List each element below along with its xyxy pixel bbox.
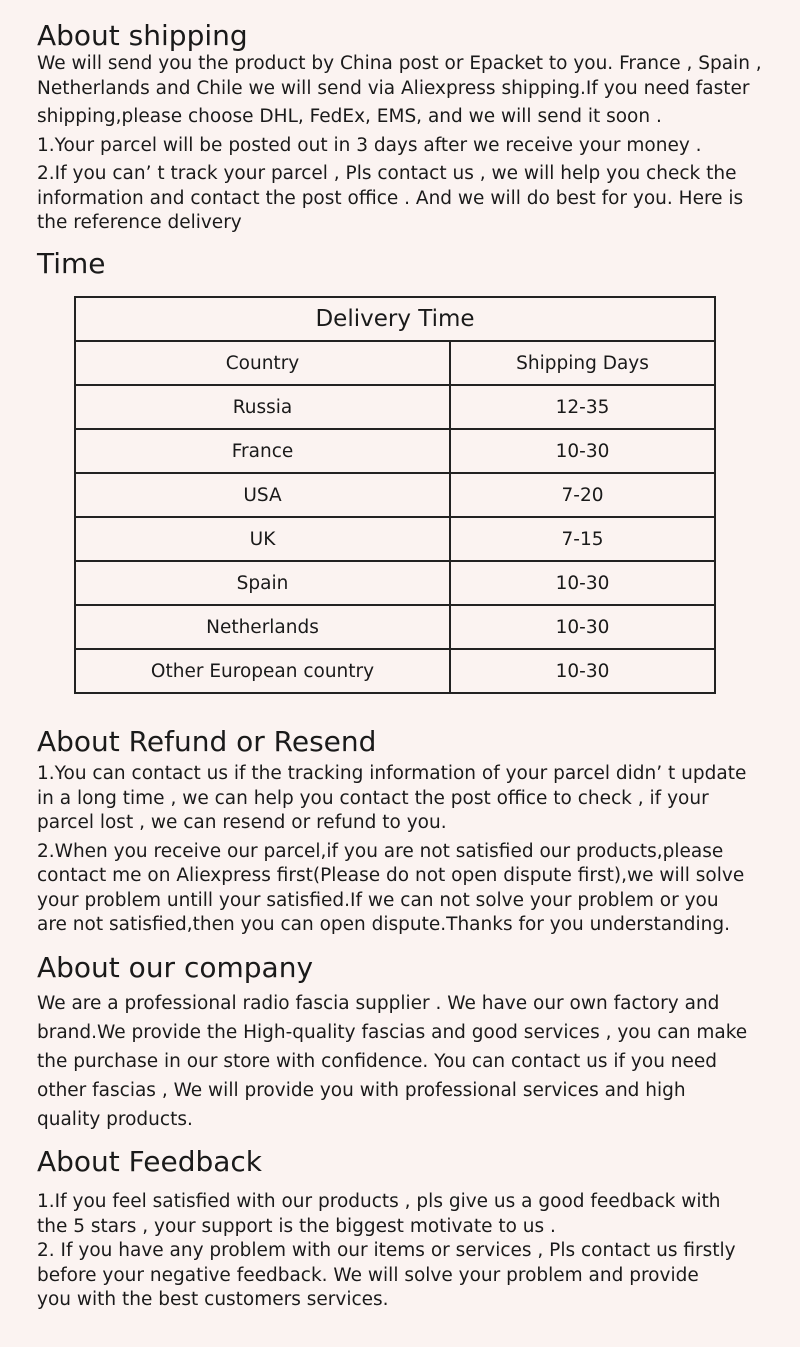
shipping-line: We will send you the product by China post or Epacket to you. France , Spain , xyxy=(37,53,762,74)
days-cell: 10-30 xyxy=(450,649,715,693)
table-row xyxy=(75,429,715,473)
column-header-country: Country xyxy=(75,341,450,385)
delivery-time-table xyxy=(74,296,716,694)
feedback-paragraph xyxy=(37,1190,777,1313)
about-shipping-heading: About shipping xyxy=(37,19,248,52)
country-cell: UK xyxy=(75,517,450,561)
company-line: other fascias , We will provide you with professional services and high xyxy=(37,1080,686,1101)
refund-line: contact me on Aliexpress first(Please do not open dispute first),we will solve xyxy=(37,865,745,886)
table-row xyxy=(75,649,715,693)
days-cell: 7-20 xyxy=(450,473,715,517)
shipping-paragraph xyxy=(37,52,777,236)
feedback-line: before your negative feedback. We will solve your problem and provide xyxy=(37,1264,699,1286)
feedback-line: you with the best customers services. xyxy=(37,1289,389,1310)
time-heading: Time xyxy=(37,247,106,280)
refund-line: your problem untill your satisfied.If we can not solve your problem or you xyxy=(37,889,719,911)
feedback-line: 2. If you have any problem with our items or services , Pls contact us firstly xyxy=(37,1240,736,1261)
table-row xyxy=(75,473,715,517)
about-refund-heading: About Refund or Resend xyxy=(37,725,377,758)
days-cell: 12-35 xyxy=(450,385,715,429)
refund-line: in a long time , we can help you contact the post office to check , if your xyxy=(37,787,709,809)
shipping-line: Netherlands and Chile we will send via Aliexpress shipping.If you need faster xyxy=(37,77,750,99)
refund-paragraph xyxy=(37,762,777,938)
feedback-line: 1.If you feel satisfied with our products , pls give us a good feedback with xyxy=(37,1191,721,1212)
days-cell: 7-15 xyxy=(450,517,715,561)
shipping-line: shipping,please choose DHL, FedEx, EMS, and we will send it soon . xyxy=(37,106,662,127)
company-paragraph xyxy=(37,989,777,1134)
table-header-row xyxy=(75,341,715,385)
shipping-line: 2.If you can’ t track your parcel , Pls contact us , we will help you check the xyxy=(37,163,737,184)
about-company-heading: About our company xyxy=(37,951,314,984)
shipping-line: 1.Your parcel will be posted out in 3 days after we receive your money . xyxy=(37,134,702,156)
column-header-shipping-days: Shipping Days xyxy=(450,341,715,385)
refund-line: 1.You can contact us if the tracking information of your parcel didn’ t update xyxy=(37,763,747,784)
country-cell: Russia xyxy=(75,385,450,429)
shipping-line: information and contact the post office . And we will do best for you. Here is xyxy=(37,187,744,209)
table-row xyxy=(75,605,715,649)
country-cell: Other European country xyxy=(75,649,450,693)
company-line: quality products. xyxy=(37,1109,193,1130)
table-row xyxy=(75,385,715,429)
company-line: brand.We provide the High-quality fascias and good services , you can make xyxy=(37,1022,748,1043)
country-cell: Netherlands xyxy=(75,605,450,649)
delivery-table-title: Delivery Time xyxy=(75,297,715,341)
about-feedback-heading: About Feedback xyxy=(37,1145,263,1178)
refund-line: parcel lost , we can resend or refund to you. xyxy=(37,812,447,833)
refund-line: 2.When you receive our parcel,if you are not satisfied our products,please xyxy=(37,840,724,862)
refund-line: are not satisfied,then you can open dispute.Thanks for you understanding. xyxy=(37,914,731,935)
company-line: the purchase in our store with confidence. You can contact us if you need xyxy=(37,1051,718,1072)
shipping-line: the reference delivery xyxy=(37,212,242,233)
feedback-line: the 5 stars , your support is the biggest motivate to us . xyxy=(37,1215,556,1237)
country-cell: Spain xyxy=(75,561,450,605)
table-row xyxy=(75,517,715,561)
company-line: We are a professional radio fascia supplier . We have our own factory and xyxy=(37,993,720,1014)
days-cell: 10-30 xyxy=(450,605,715,649)
days-cell: 10-30 xyxy=(450,561,715,605)
country-cell: USA xyxy=(75,473,450,517)
table-row xyxy=(75,561,715,605)
country-cell: France xyxy=(75,429,450,473)
days-cell: 10-30 xyxy=(450,429,715,473)
